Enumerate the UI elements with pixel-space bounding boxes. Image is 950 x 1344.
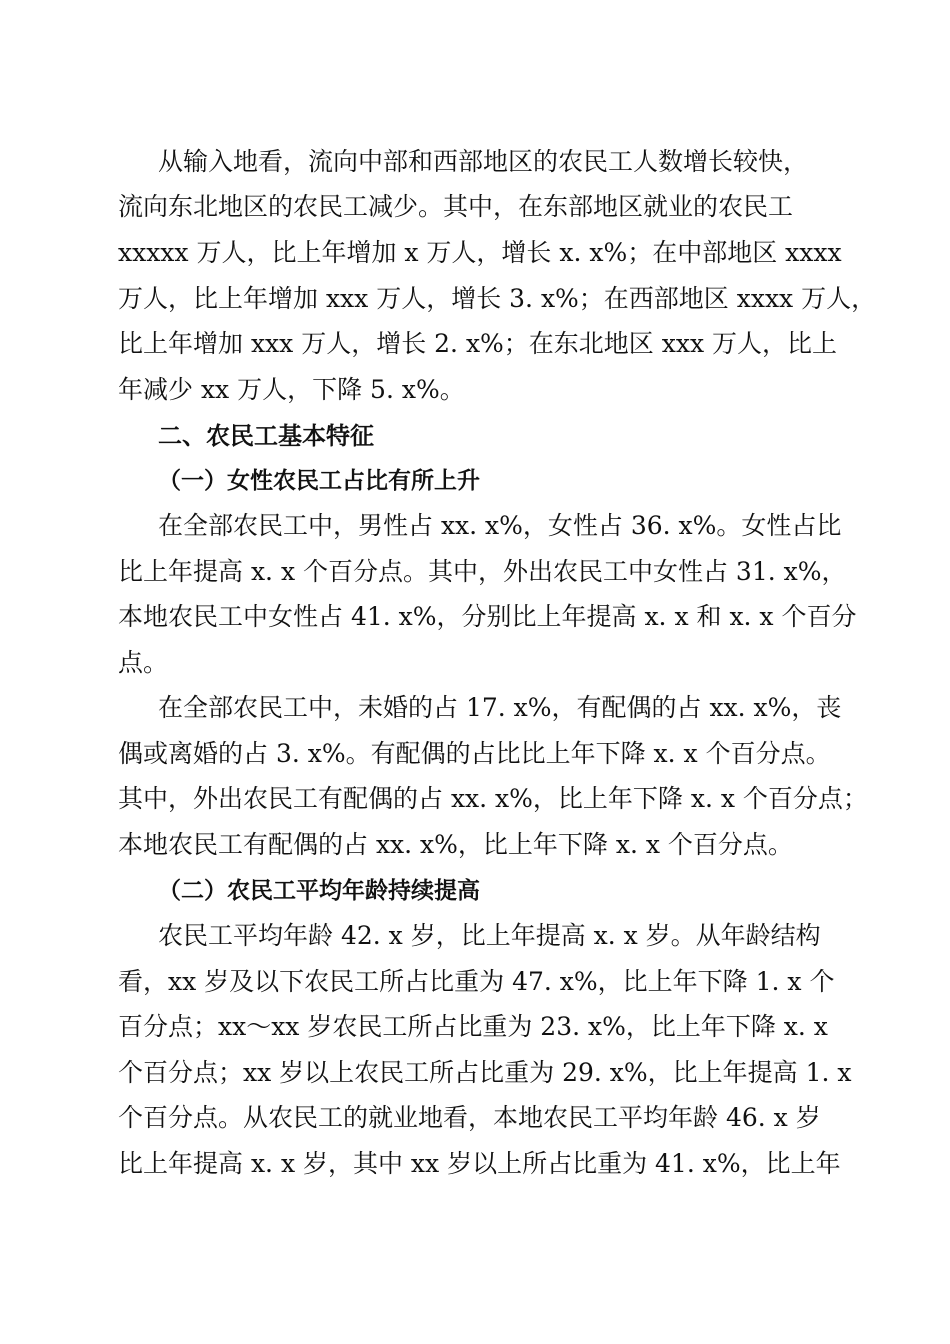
paragraph-1-line-3: xxxxx 万人，比上年增加 x 万人，增长 x. x%；在中部地区 xxxx	[118, 238, 842, 267]
paragraph-2-line-4: 点。	[118, 648, 169, 677]
paragraph-1-line-5: 比上年增加 xxx 万人，增长 2. x%；在东北地区 xxx 万人，比上	[118, 329, 837, 358]
paragraph-1-line-2: 流向东北地区的农民工减少。其中，在东部地区就业的农民工	[118, 192, 794, 221]
paragraph-4-line-2: 看，xx 岁及以下农民工所占比重为 47. x%，比上年下降 1. x 个	[118, 967, 835, 996]
paragraph-4-line-6: 比上年提高 x. x 岁，其中 xx 岁以上所占比重为 41. x%，比上年	[118, 1149, 841, 1178]
subheading-average-age: （二）农民工平均年龄持续提高	[158, 877, 480, 904]
paragraph-2-line-1: 在全部农民工中，男性占 xx. x%，女性占 36. x%。女性占比	[158, 511, 842, 540]
paragraph-4-line-1: 农民工平均年龄 42. x 岁，比上年提高 x. x 岁。从年龄结构	[158, 921, 821, 950]
paragraph-3-line-2: 偶或离婚的占 3. x%。有配偶的占比比上年下降 x. x 个百分点。	[118, 739, 831, 768]
paragraph-2-line-2: 比上年提高 x. x 个百分点。其中，外出农民工中女性占 31. x%，	[118, 557, 847, 586]
paragraph-1-line-1: 从输入地看，流向中部和西部地区的农民工人数增长较快，	[158, 147, 809, 176]
paragraph-3-line-1: 在全部农民工中，未婚的占 17. x%，有配偶的占 xx. x%，丧	[158, 693, 842, 722]
paragraph-4-line-5: 个百分点。从农民工的就业地看，本地农民工平均年龄 46. x 岁	[118, 1103, 821, 1132]
paragraph-1-line-4: 万人，比上年增加 xxx 万人，增长 3. x%；在西部地区 xxxx 万人，	[118, 284, 877, 313]
section-heading: 二、农民工基本特征	[158, 422, 374, 450]
paragraph-1-line-6: 年减少 xx 万人，下降 5. x%。	[118, 375, 465, 404]
subheading-female-ratio: （一）女性农民工占比有所上升	[158, 467, 480, 494]
paragraph-4-line-3: 百分点；xx～xx 岁农民工所占比重为 23. x%，比上年下降 x. x	[118, 1012, 828, 1041]
paragraph-4-line-4: 个百分点；xx 岁以上农民工所占比重为 29. x%，比上年提高 1. x	[118, 1058, 852, 1087]
paragraph-2-line-3: 本地农民工中女性占 41. x%，分别比上年提高 x. x 和 x. x 个百分	[118, 602, 857, 631]
paragraph-3-line-3: 其中，外出农民工有配偶的占 xx. x%，比上年下降 x. x 个百分点；	[118, 784, 868, 813]
paragraph-3-line-4: 本地农民工有配偶的占 xx. x%，比上年下降 x. x 个百分点。	[118, 830, 793, 859]
